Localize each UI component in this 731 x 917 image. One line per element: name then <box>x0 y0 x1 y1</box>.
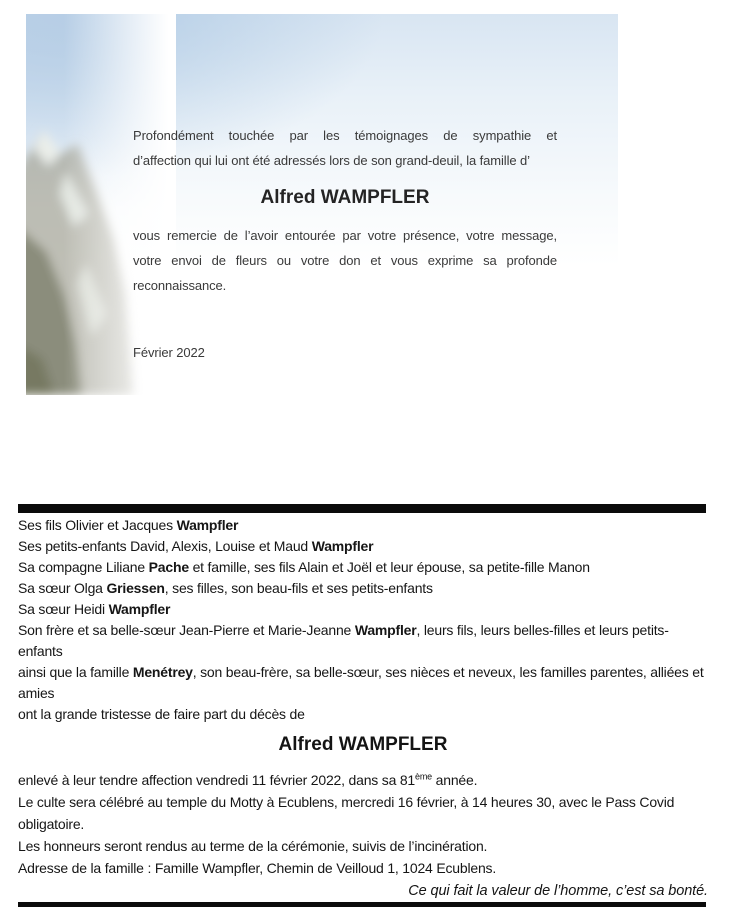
card-date: Février 2022 <box>133 345 205 360</box>
family-list <box>18 515 708 725</box>
text-line: Les honneurs seront rendus au terme de la cérémonie, suivis de l’incinération. <box>18 838 488 854</box>
text-line: Ses fils Olivier et Jacques Wampfler <box>18 517 239 533</box>
text-line: Ses petits-enfants David, Alexis, Louise et Maud Wampfler <box>18 538 374 554</box>
funeral-details <box>18 769 708 879</box>
deceased-name-heading: Alfred WAMPFLER <box>278 734 448 755</box>
text-line: votre envoi de fleurs ou votre don et vous exprime sa profonde <box>133 253 557 268</box>
card-gratitude-paragraph <box>133 223 557 298</box>
bottom-divider <box>18 902 706 907</box>
text-line: enlevé à leur tendre affection vendredi 11 février 2022, dans sa 81ème année. <box>18 771 478 788</box>
card-deceased-name: Alfred WAMPFLER <box>260 187 430 208</box>
text-line: reconnaissance. <box>133 278 227 293</box>
text-line: vous remercie de l’avoir entourée par votre présence, votre message, <box>133 228 557 243</box>
text-line: Sa sœur Heidi Wampfler <box>18 601 171 617</box>
card-text-column <box>133 123 557 365</box>
text-line: Le culte sera célébré au temple du Motty à Ecublens, mercredi 16 février, à 14 heures 30, avec le Pass Covid obligatoire. <box>18 794 675 832</box>
closing-quote: Ce qui fait la valeur de l’homme, c’est sa bonté. <box>408 883 708 899</box>
text-line: Sa compagne Liliane Pache et famille, ses fils Alain et Joël et leur épouse, sa petite-fille Manon <box>18 559 590 575</box>
text-line: Profondément touchée par les témoignages de sympathie et <box>133 128 557 143</box>
death-announcement <box>18 515 708 901</box>
text-line: Adresse de la famille : Famille Wampfler, Chemin de Veilloud 1, 1024 Ecublens. <box>18 860 497 876</box>
memorial-card <box>26 14 618 395</box>
text-line: ainsi que la famille Menétrey, son beau-frère, sa belle-sœur, ses nièces et neveux, les familles parentes, alliées et amies <box>18 664 704 701</box>
top-divider <box>18 504 706 513</box>
text-line: Son frère et sa belle-sœur Jean-Pierre et Marie-Jeanne Wampfler, leurs fils, leurs belles-filles et leurs petits-enfants <box>18 622 669 659</box>
text-line: d’affection qui lui ont été adressés lors de son grand-deuil, la famille d’ <box>133 153 530 168</box>
text-line: ont la grande tristesse de faire part du décès de <box>18 706 305 722</box>
text-line: Sa sœur Olga Griessen, ses filles, son beau-fils et ses petits-enfants <box>18 580 433 596</box>
card-thanks-paragraph <box>133 123 557 173</box>
